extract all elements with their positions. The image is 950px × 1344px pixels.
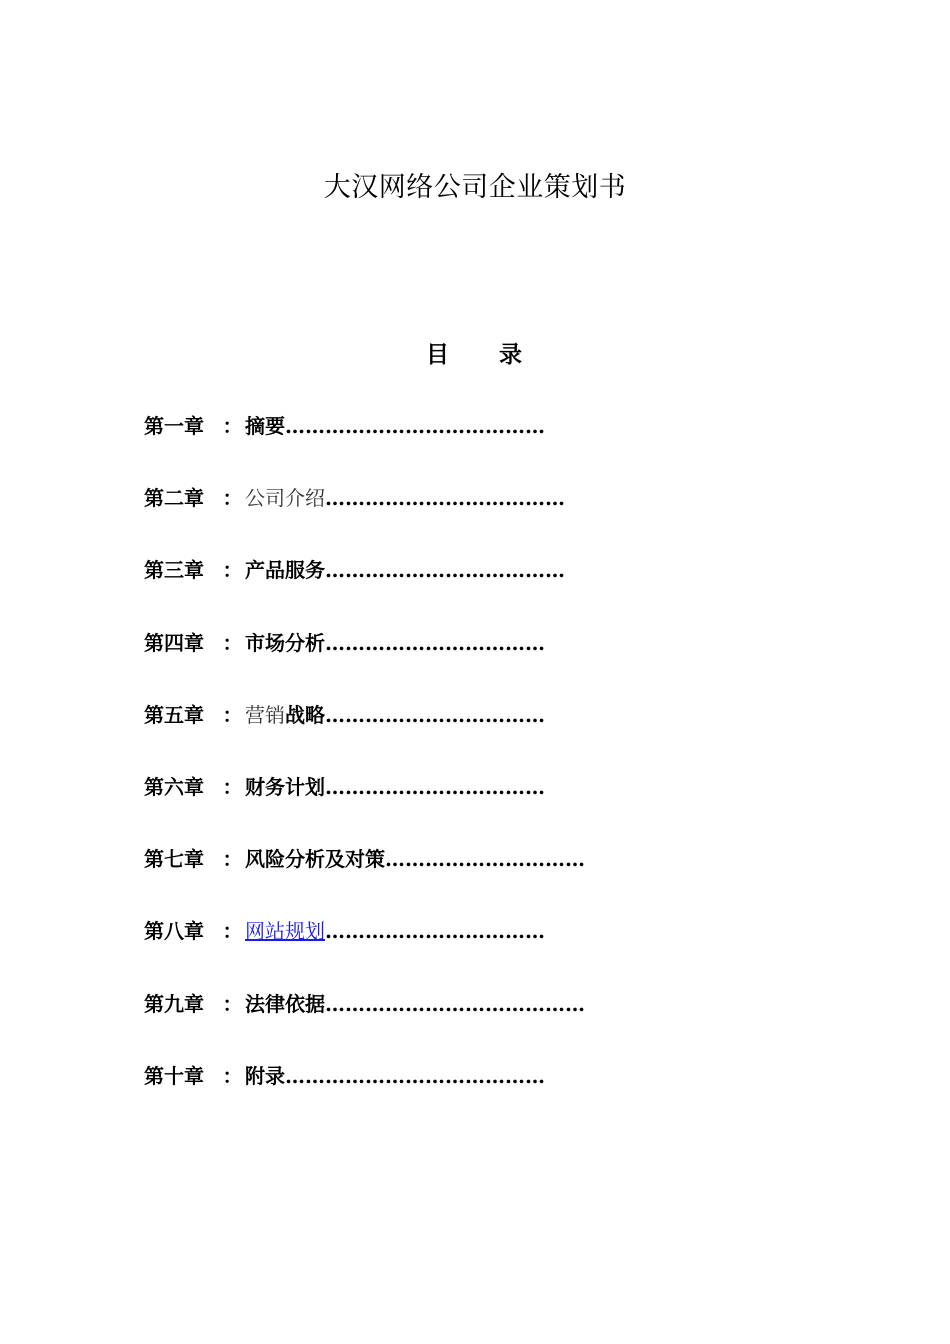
toc-item-chapter-10[interactable] — [144, 1060, 864, 1132]
chapter-number: 第八章 — [144, 919, 204, 944]
toc-heading-char-2: 录 — [499, 341, 522, 368]
chapter-title — [245, 915, 325, 947]
chapter-title: 附录 — [245, 1063, 285, 1088]
chapter-colon: ： — [222, 486, 243, 511]
leader-dots: ………………………………… — [325, 991, 585, 1016]
toc-item-chapter-6[interactable] — [144, 771, 864, 843]
table-of-contents — [144, 410, 864, 1132]
leader-dots: …………………………… — [325, 630, 545, 655]
chapter-number: 第五章 — [144, 702, 204, 727]
toc-item-chapter-2[interactable] — [144, 482, 864, 554]
chapter-title-part: 战略 — [285, 702, 325, 727]
chapter-title-link[interactable]: 网站规划 — [245, 919, 325, 944]
chapter-title: 法律依据 — [245, 991, 325, 1016]
toc-item-chapter-3[interactable] — [144, 554, 864, 626]
chapter-number: 第九章 — [144, 991, 204, 1016]
chapter-title — [245, 699, 325, 731]
document-title: 大汉网络公司企业策划书 — [323, 172, 627, 203]
leader-dots: ………………………………… — [285, 414, 545, 438]
chapter-title: 产品服务 — [245, 558, 325, 583]
leader-dots: …………………………… — [325, 774, 545, 799]
toc-item-chapter-9[interactable] — [144, 988, 864, 1060]
chapter-colon: ： — [222, 774, 243, 799]
chapter-number: 第三章 — [144, 558, 204, 583]
chapter-title: 公司介绍 — [245, 486, 325, 511]
chapter-title: 摘要 — [245, 414, 285, 438]
toc-item-chapter-8[interactable] — [144, 915, 864, 987]
leader-dots: ………………………………… — [285, 1063, 545, 1088]
leader-dots: ………………………… — [385, 847, 585, 872]
chapter-number: 第二章 — [144, 486, 204, 511]
chapter-colon: ： — [222, 919, 243, 944]
toc-heading-char-1: 目 — [426, 341, 449, 368]
toc-item-chapter-5[interactable] — [144, 699, 864, 771]
chapter-colon: ： — [222, 847, 243, 872]
leader-dots: ……………………………… — [325, 558, 565, 583]
chapter-number: 第六章 — [144, 774, 204, 799]
chapter-colon: ： — [222, 414, 243, 438]
chapter-number: 第一章 — [144, 414, 204, 438]
toc-item-chapter-1[interactable] — [144, 410, 864, 482]
leader-dots: …………………………… — [325, 919, 545, 944]
chapter-title: 市场分析 — [245, 630, 325, 655]
chapter-colon: ： — [222, 558, 243, 583]
chapter-title-part: 营销 — [245, 702, 285, 727]
chapter-title: 风险分析及对策 — [245, 847, 385, 872]
toc-heading — [426, 338, 522, 372]
chapter-colon: ： — [222, 702, 243, 727]
chapter-number: 第十章 — [144, 1063, 204, 1088]
chapter-colon: ： — [222, 630, 243, 655]
chapter-title: 财务计划 — [245, 774, 325, 799]
chapter-colon: ： — [222, 1063, 243, 1088]
toc-item-chapter-7[interactable] — [144, 843, 864, 915]
leader-dots: ……………………………… — [325, 486, 565, 511]
toc-item-chapter-4[interactable] — [144, 627, 864, 699]
chapter-number: 第四章 — [144, 630, 204, 655]
leader-dots: …………………………… — [325, 702, 545, 727]
chapter-number: 第七章 — [144, 847, 204, 872]
chapter-colon: ： — [222, 991, 243, 1016]
